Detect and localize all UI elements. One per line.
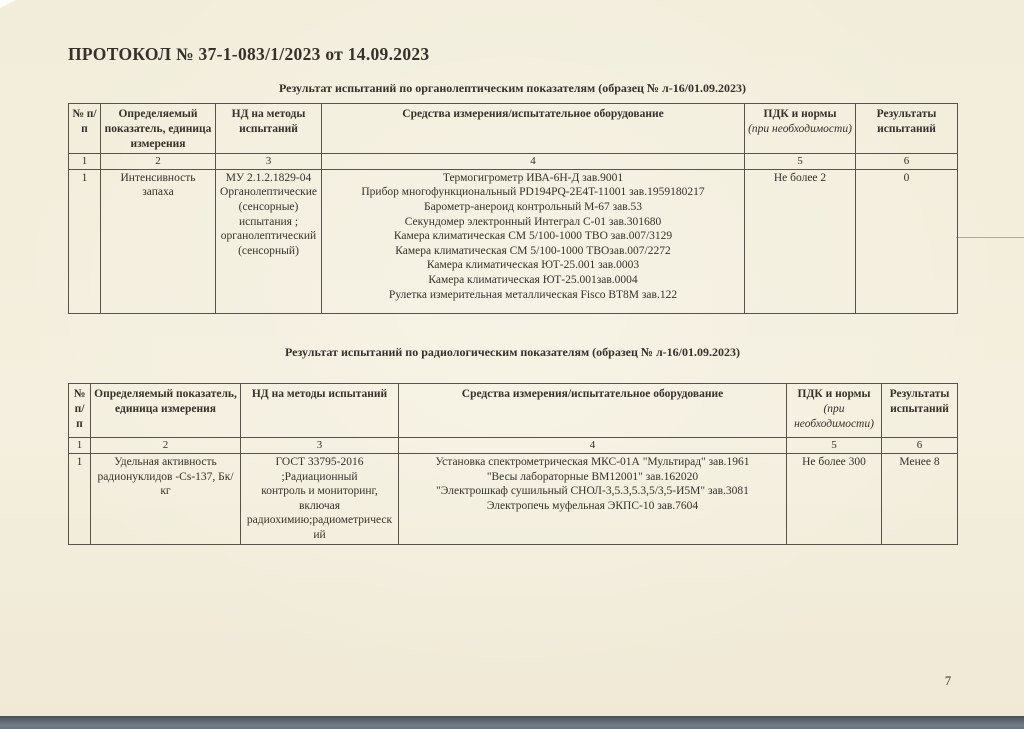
col-number: 5 bbox=[745, 153, 856, 169]
col-header-norm-note: (при необходимости) bbox=[794, 402, 874, 430]
col-number: 6 bbox=[882, 438, 958, 454]
col-header-norm-label: ПДК и нормы bbox=[797, 388, 871, 400]
cell-row-num: 1 bbox=[69, 454, 91, 545]
col-header-method: НД на методы испытаний bbox=[241, 384, 399, 438]
cell-result: 0 bbox=[856, 169, 958, 313]
cell-equipment: Установка спектрометрическая МКС-01А "Мультирад" зав.1961 "Весы лабораторные ВМ12001" зав.162020 "Электрошкаф сушильный СНОЛ-3,5.3,5.3,5/3,5-И5М" зав.3081 Электропечь муфельная ЭКПС-10 зав.7604 bbox=[399, 454, 787, 545]
organoleptic-table-caption: Результат испытаний по органолептическим показателям (образец № л-16/01.09.2023) bbox=[278, 81, 747, 95]
col-header-result: Результаты испытаний bbox=[856, 104, 958, 154]
column-numbering-row bbox=[69, 153, 958, 169]
table-row bbox=[69, 454, 958, 545]
cell-indicator: Удельная активность радионуклидов -Cs-137, Бк/кг bbox=[91, 454, 241, 545]
col-header-method: НД на методы испытаний bbox=[216, 104, 322, 154]
cell-row-num: 1 bbox=[69, 169, 101, 313]
col-header-norm bbox=[745, 104, 856, 154]
scanner-background-strip bbox=[0, 716, 1024, 729]
cell-result: Менее 8 bbox=[882, 454, 958, 545]
cell-norm: Не более 2 bbox=[745, 169, 856, 313]
col-number: 2 bbox=[91, 438, 241, 454]
col-number: 4 bbox=[399, 438, 787, 454]
col-header-num: № п/п bbox=[69, 104, 101, 154]
col-header-indicator: Определяемый показатель, единица измерения bbox=[91, 384, 241, 438]
cell-method: МУ 2.1.2.1829-04 Органолептические (сенсорные) испытания ; органолептический (сенсорный) bbox=[216, 169, 322, 313]
col-header-indicator: Определяемый показатель, единица измерения bbox=[101, 104, 216, 154]
col-number: 4 bbox=[322, 153, 745, 169]
col-number: 1 bbox=[69, 153, 101, 169]
col-number: 1 bbox=[69, 438, 91, 454]
organoleptic-results-table bbox=[68, 103, 958, 314]
cell-equipment: Термогигрометр ИВА-6Н-Д зав.9001 Прибор многофункциональный PD194PQ-2E4T-11001 зав.1959180217 Барометр-анероид контрольный М-67 зав.53 Секундомер электронный Интеграл С-01 зав.301680 Камера климатическая СМ 5/100-1000 ТВО зав.007/3129 Камера климатическая СМ 5/100-1000 ТВОзав.007/2272 Камера климатическая ЮТ-25.001 зав.0003 Камера климатическая ЮТ-25.001зав.0004 Рулетка измерительная металлическая Fisco BT8M зав.122 bbox=[322, 169, 745, 313]
col-header-result: Результаты испытаний bbox=[882, 384, 958, 438]
col-header-norm-note: (при необходимости) bbox=[748, 122, 852, 135]
col-number: 3 bbox=[216, 153, 322, 169]
col-number: 5 bbox=[787, 438, 882, 454]
col-header-equipment: Средства измерения/испытательное оборудование bbox=[322, 104, 745, 154]
col-header-equipment: Средства измерения/испытательное оборудование bbox=[399, 384, 787, 438]
col-header-norm bbox=[787, 384, 882, 438]
col-number: 6 bbox=[856, 153, 958, 169]
col-header-num: № п/п bbox=[69, 384, 91, 438]
table-row bbox=[69, 169, 958, 313]
col-number: 3 bbox=[241, 438, 399, 454]
cell-method: ГОСТ 33795-2016 ;Радиационный контроль и мониторинг, включая радиохимию;радиометрическ ий bbox=[241, 454, 399, 545]
protocol-title: ПРОТОКОЛ № 37-1-083/1/2023 от 14.09.2023 bbox=[68, 44, 430, 64]
scan-line-artifact bbox=[956, 237, 1024, 238]
radiological-table-caption: Результат испытаний по радиологическим показателям (образец № л-16/01.09.2023) bbox=[284, 345, 741, 359]
column-numbering-row bbox=[69, 438, 958, 454]
col-header-norm-label: ПДК и нормы bbox=[763, 108, 837, 120]
radiological-results-table bbox=[68, 383, 958, 545]
col-number: 2 bbox=[101, 153, 216, 169]
cell-indicator: Интенсивность запаха bbox=[101, 169, 216, 313]
page-number: 7 bbox=[944, 674, 952, 688]
cell-norm: Не более 300 bbox=[787, 454, 882, 545]
